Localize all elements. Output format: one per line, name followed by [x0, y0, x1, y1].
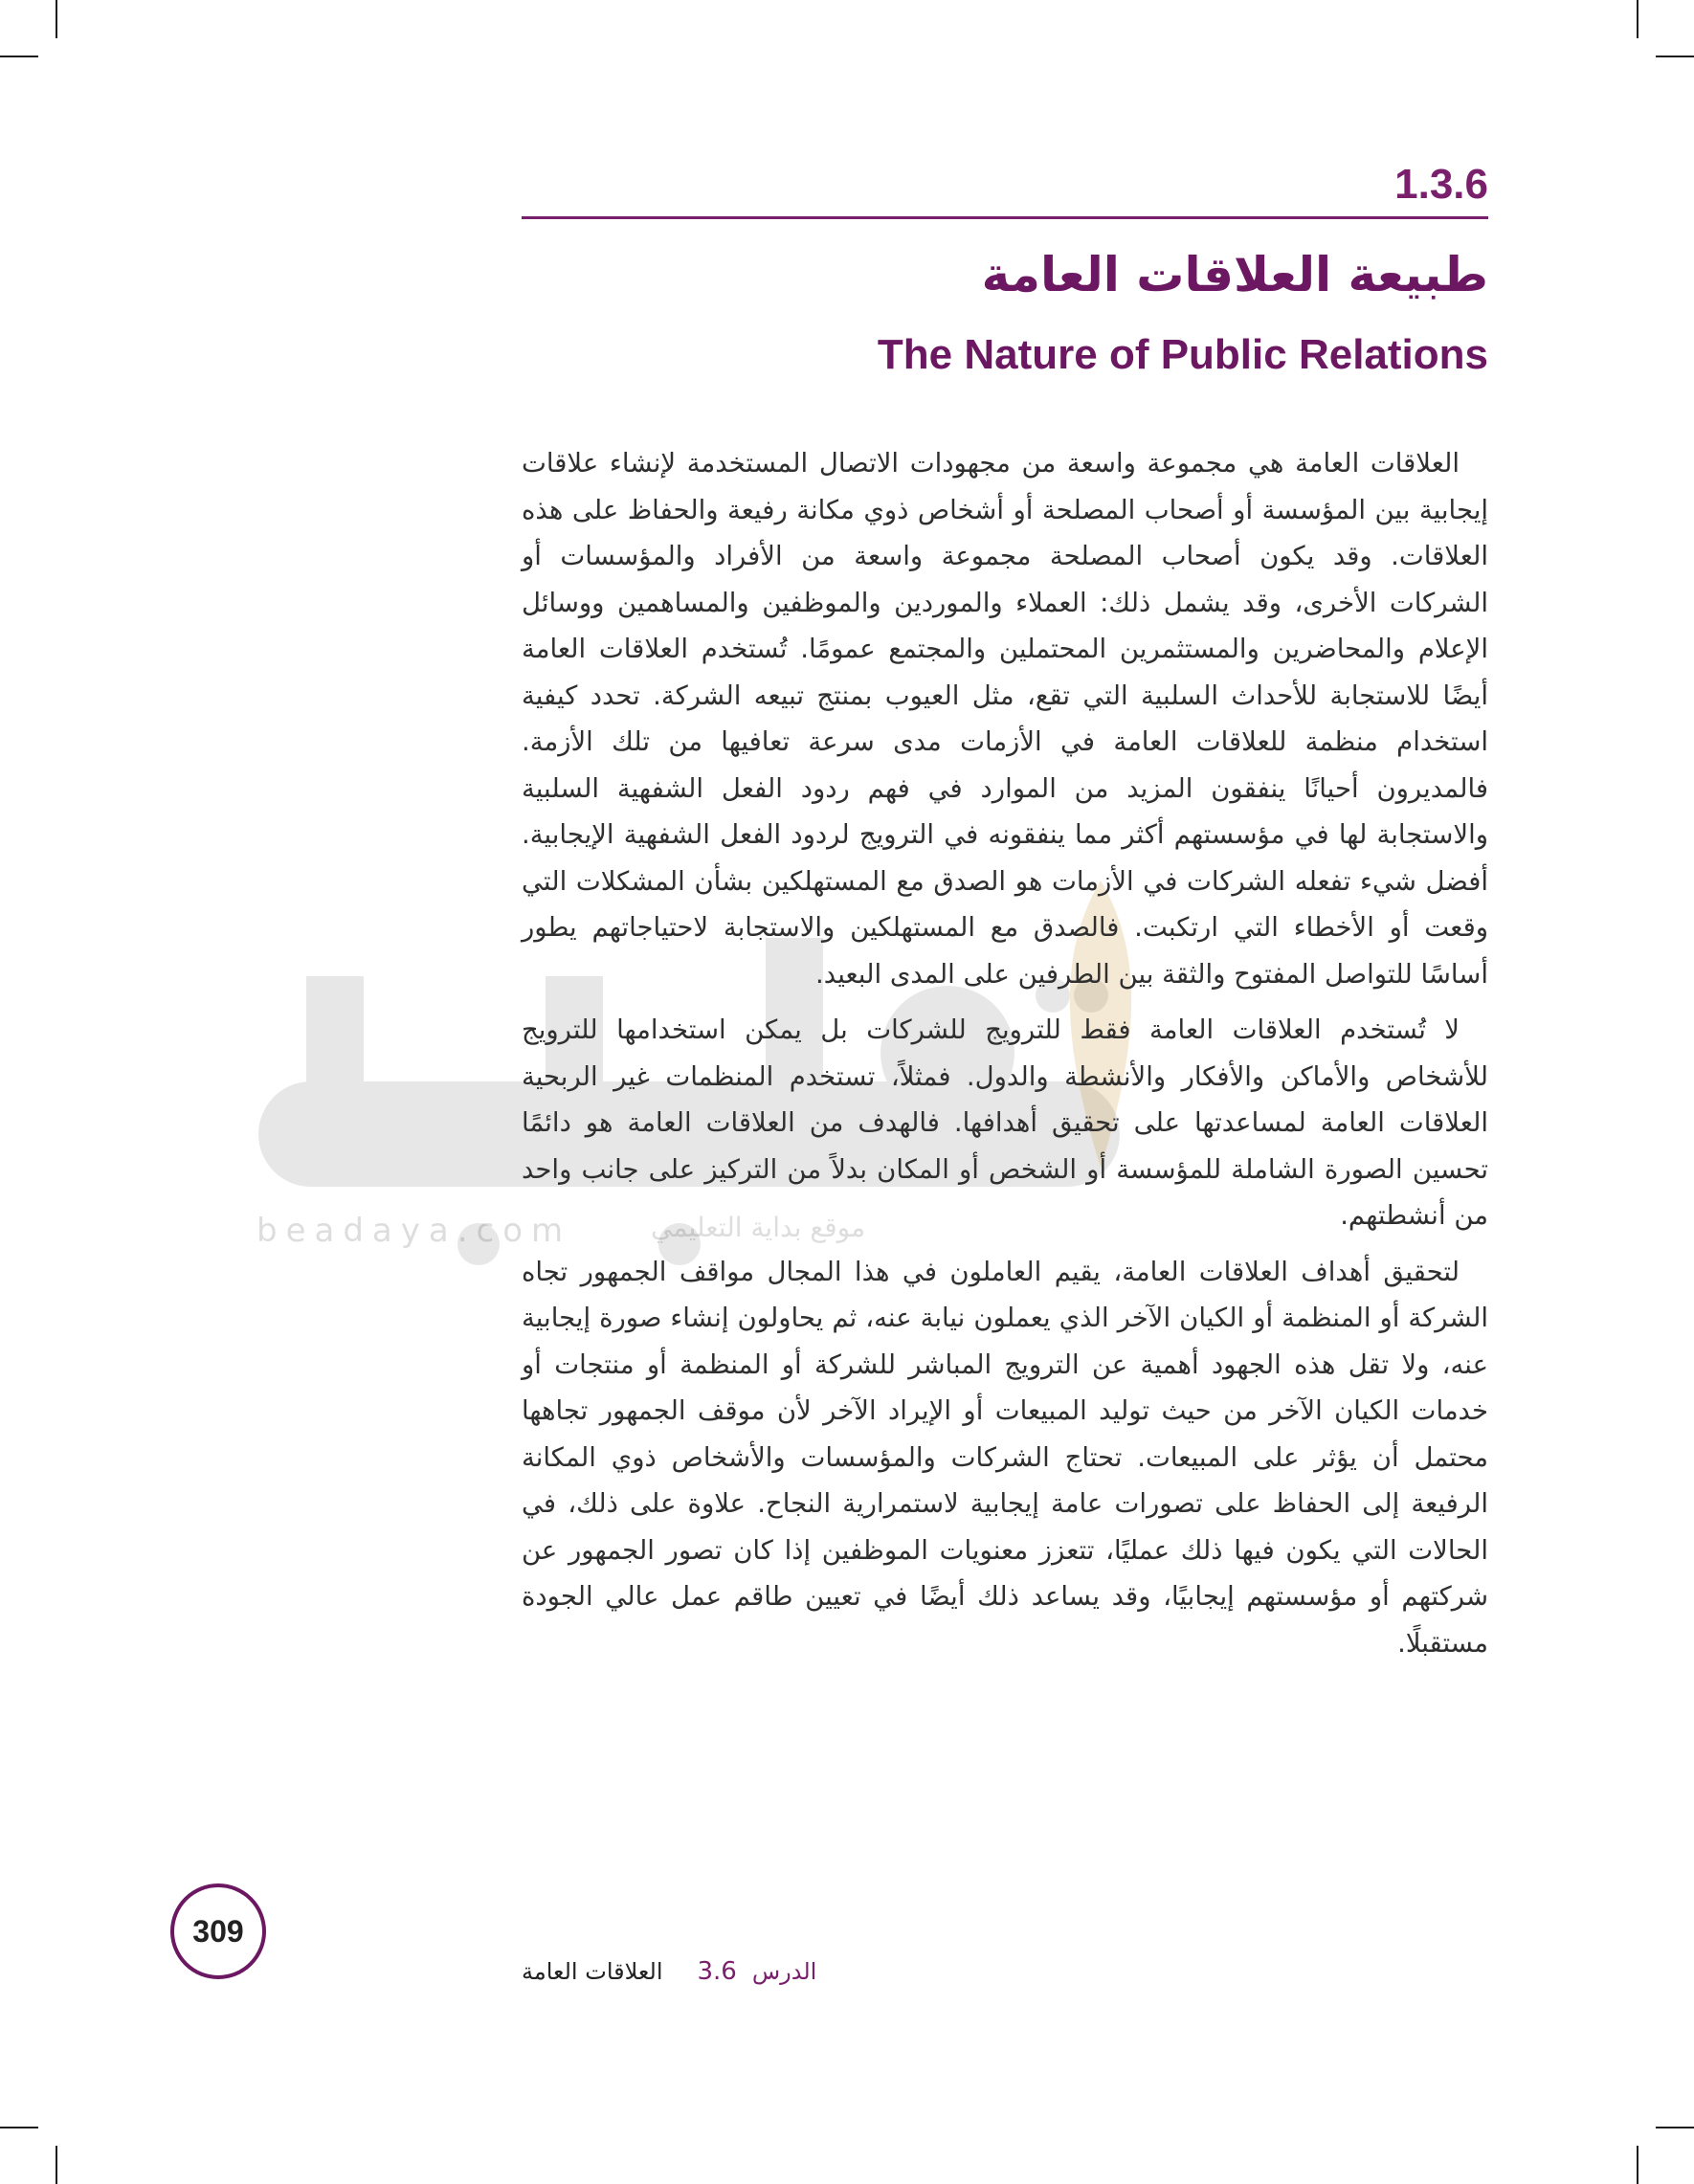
crop-mark — [56, 2146, 57, 2184]
crop-mark — [1637, 0, 1638, 38]
lesson-number: 3.6 — [697, 1957, 737, 1986]
crop-mark — [1637, 2146, 1638, 2184]
section-divider — [522, 216, 1488, 219]
footer — [522, 1957, 816, 1986]
body-text — [522, 440, 1488, 1676]
crop-mark — [0, 2127, 38, 2128]
paragraph: العلاقات العامة هي مجموعة واسعة من مجهودات الاتصال المستخدمة لإنشاء علاقات إيجابية بين المؤسسة أو أصحاب المصلحة أو أشخاص ذوي مكانة رفيعة والحفاظ على هذه العلاقات. وقد يكون أصحاب المصلحة مجموعة واسعة من الأفراد والمؤسسات أو الشركات الأخرى، وقد يشمل ذلك: العملاء والموردين والموظفين والمساهمين ووسائل الإعلام والمحاضرين والمستثمرين المحتملين والمجتمع عمومًا. تُستخدم العلاقات العامة أيضًا للاستجابة للأحداث السلبية التي تقع، مثل العيوب بمنتج تبيعه الشركة. تحدد كيفية استخدام منظمة للعلاقات العامة في الأزمات مدى سرعة تعافيها من تلك الأزمة. فالمديرون أحيانًا ينفقون المزيد من الموارد في فهم ردود الفعل الشفهية السلبية والاستجابة لها في مؤسستهم أكثر مما ينفقونه في الترويج لردود الفعل الشفهية الإيجابية. أفضل شيء تفعله الشركات في الأزمات هو الصدق مع المستهلكين بشأن المشكلات التي وقعت أو الأخطاء التي ارتكبت. فالصدق مع المستهلكين والاستجابة لاحتياجاتهم يطور أساسًا للتواصل المفتوح والثقة بين الطرفين على المدى البعيد. — [522, 448, 1488, 990]
watermark-site: beadaya.com — [256, 1212, 572, 1250]
page-title-arabic: طبيعة العلاقات العامة — [981, 247, 1488, 302]
watermark-tagline: موقع بداية التعليمي — [651, 1212, 866, 1243]
page-number: 309 — [170, 1883, 266, 1979]
crop-mark — [1656, 56, 1694, 57]
page-title-english: The Nature of Public Relations — [877, 331, 1488, 378]
lesson-label: الدرس — [751, 1958, 817, 1985]
paragraph: لا تُستخدم العلاقات العامة فقط للترويج للشركات بل يمكن استخدامها للترويج للأشخاص والأماكن والأفكار والأنشطة والدول. فمثلاً، تستخدم المنظمات غير الربحية العلاقات العامة لمساعدتها على تحقيق أهدافها. فالهدف من العلاقات العامة هو دائمًا تحسين الصورة الشاملة للمؤسسة أو الشخص أو المكان بدلاً من التركيز على جانب واحد من أنشطتهم. — [522, 1014, 1488, 1231]
crop-mark — [56, 0, 57, 38]
crop-mark — [1656, 2127, 1694, 2128]
paragraph: لتحقيق أهداف العلاقات العامة، يقيم العاملون في هذا المجال مواقف الجمهور تجاه الشركة أو المنظمة أو الكيان الآخر الذي يعملون نيابة عنه، ثم يحاولون إنشاء صورة إيجابية عنه، ولا تقل هذه الجهود أهمية عن الترويج المباشر للشركة أو المنظمة أو منتجات أو خدمات الكيان الآخر من حيث توليد المبيعات أو الإيراد الآخر لأن موقف الجمهور تجاهها محتمل أن يؤثر على المبيعات. تحتاج الشركات والمؤسسات والأشخاص ذوي المكانة الرفيعة إلى الحفاظ على تصورات عامة إيجابية لاستمرارية النجاح. علاوة على ذلك، في الحالات التي يكون فيها ذلك عمليًا، تتعزز معنويات الموظفين إذا كان تصور الجمهور عن شركتهم أو مؤسستهم إيجابيًا، وقد يساعد ذلك أيضًا في تعيين طاقم عمل عالي الجودة مستقبلًا. — [522, 1256, 1488, 1659]
lesson-title: العلاقات العامة — [522, 1958, 663, 1985]
crop-mark — [0, 56, 38, 57]
section-number: 1.3.6 — [1394, 161, 1488, 208]
